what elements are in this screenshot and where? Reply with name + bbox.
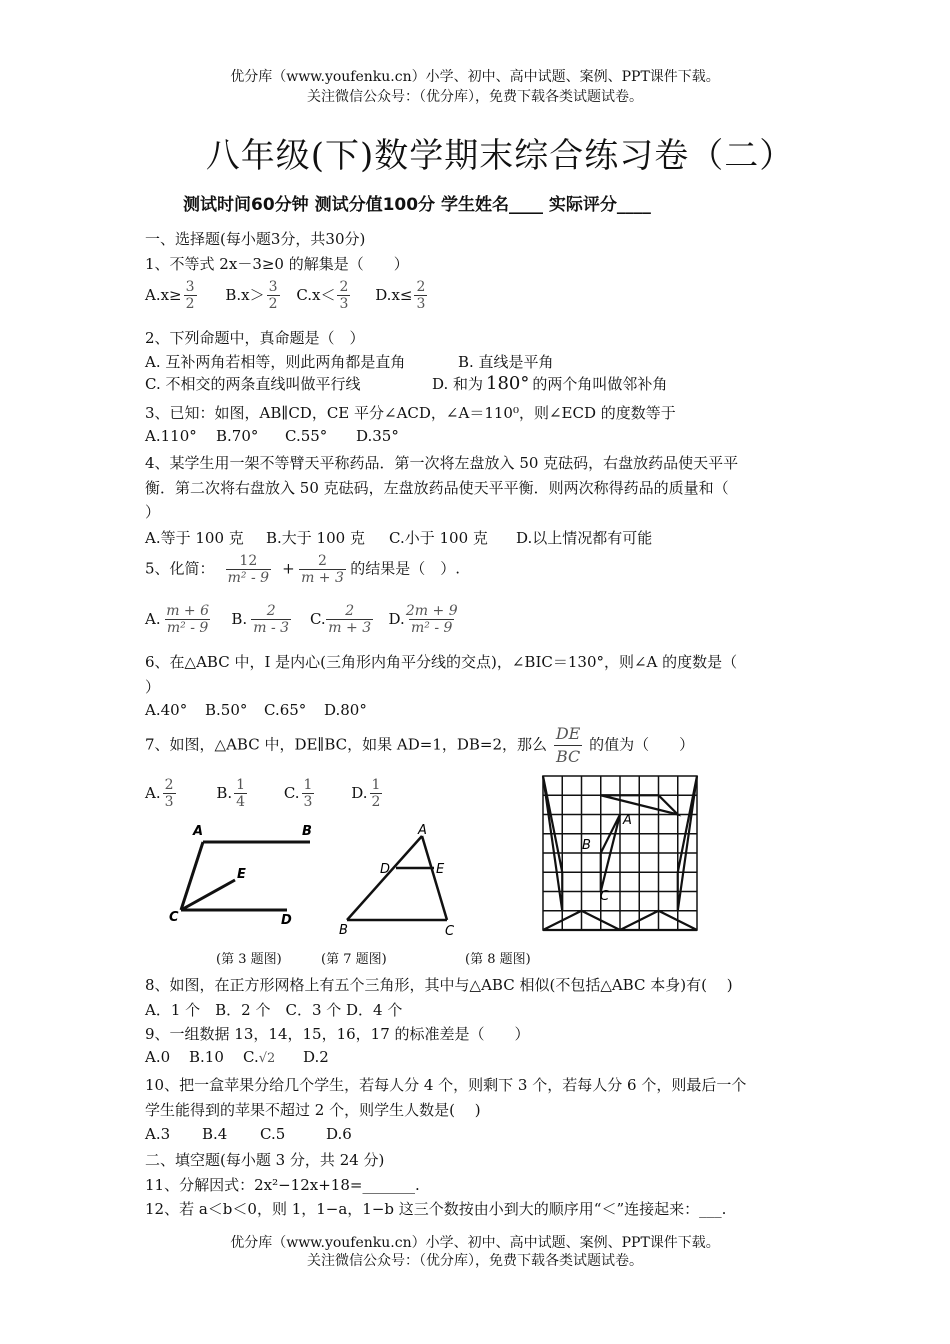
- q4-line-3: ）: [145, 503, 161, 521]
- figure-q3: [165, 818, 315, 928]
- q9-option-d: D.2: [303, 1048, 329, 1066]
- q2-option-c: C. 不相交的两条直线叫做平行线: [145, 375, 361, 393]
- q5-text: 5、化简： $\frac{12}{\text{m² - 9}}$ + $\frac{2}{m + 3}$ 的结果是（ ）.: [145, 553, 461, 586]
- page-title: 八年级(下)数学期末综合练习卷（二）: [205, 136, 795, 176]
- footer-line-2: 关注微信公众号：（优分库），免费下载各类试题试卷。: [307, 1253, 643, 1269]
- q5-options: [145, 603, 459, 636]
- figure-q8: [538, 772, 702, 936]
- q10-option-c: C.5: [260, 1125, 286, 1143]
- q10-option-b: B.4: [202, 1125, 228, 1143]
- fig7-label-d: D: [380, 862, 391, 877]
- q10-line-1: 10、把一盒苹果分给几个学生，若每人分 4 个，则剩下 3 个，若每人分 6 个，则最后一个: [145, 1076, 747, 1094]
- q6-option-a: A.40°: [145, 701, 188, 719]
- q3-option-b: B.70°: [216, 427, 259, 445]
- q8-options: A．1 个 B．2 个 C．3 个 D．4 个: [145, 1001, 403, 1019]
- q3-option-a: A.110°: [145, 427, 197, 445]
- q4-line-1: 4、某学生用一架不等臂天平称药品．第一次将左盘放入 50 克砝码，右盘放药品使天平平: [145, 454, 739, 472]
- q9-text: 9、一组数据 13，14，15，16，17 的标准差是（ ）: [145, 1025, 530, 1043]
- q1-text: 1、不等式 2x－3≥0 的解集是（ ）: [145, 255, 409, 273]
- q10-line-2: 学生能得到的苹果不超过 2 个，则学生人数是( ): [145, 1101, 481, 1119]
- q3-option-d: D.35°: [356, 427, 399, 445]
- q10-option-a: A.3: [145, 1125, 171, 1143]
- q7-option-a: A. $\frac{2}{3}$: [145, 777, 174, 810]
- fig7-label-e: E: [436, 862, 445, 877]
- q6-line-1: 6、在△ABC 中，I 是内心(三角形内角平分线的交点)，∠BIC＝130°，则∠A 的度数是（: [145, 653, 738, 671]
- fig3-label-d: D: [281, 913, 292, 928]
- fig3-caption: (第 3 题图): [216, 952, 282, 967]
- fig7-label-a: A: [418, 823, 427, 838]
- fig3-label-e: E: [237, 867, 246, 882]
- q3-option-c: C.55°: [285, 427, 328, 445]
- q2-option-b: B. 直线是平角: [458, 353, 554, 371]
- q9-option-c: C.√2: [243, 1048, 276, 1066]
- q12-text: 12、若 a＜b＜0，则 1，1−a，1−b 这三个数按由小到大的顺序用“＜”连接起来：___.: [145, 1200, 727, 1218]
- q2-option-a: A. 互补两角若相等，则此两角都是直角: [145, 353, 406, 371]
- fig8-caption: (第 8 题图): [465, 952, 531, 967]
- fig3-label-b: B: [302, 824, 312, 839]
- q7-option-c: C. $\frac{1}{3}$: [283, 777, 313, 810]
- footer-line-1: 优分库（www.youfenku.cn）小学、初中、高中试题、案例、PPT课件下载。: [230, 1235, 720, 1251]
- fig7-label-b: B: [339, 923, 348, 938]
- fig3-label-a: A: [193, 824, 204, 839]
- q7-option-b: B. $\frac{1}{4}$: [216, 777, 246, 810]
- q6-option-b: B.50°: [205, 701, 248, 719]
- q9-option-a: A.0: [145, 1048, 171, 1066]
- fig7-label-c: C: [445, 924, 455, 939]
- header-line-1: 优分库（www.youfenku.cn）小学、初中、高中试题、案例、PPT课件下载。: [230, 69, 720, 85]
- q5-option-c: C. $\frac{2}{m + 3}$: [309, 603, 372, 636]
- q7-option-d: D. $\frac{1}{2}$: [351, 777, 381, 810]
- fig8-label-c: C: [600, 889, 610, 904]
- q4-option-d: D.以上情况都有可能: [516, 529, 653, 547]
- q1-option-c: C.x＜ $\frac{2}{3}$: [296, 279, 349, 312]
- q10-option-d: D.6: [326, 1125, 352, 1143]
- fig8-label-a: A: [623, 813, 632, 828]
- q4-option-a: A.等于 100 克: [145, 529, 244, 547]
- exam-info: 测试时间60分钟 测试分值100分 学生姓名____ 实际评分____: [183, 195, 651, 215]
- q6-option-d: D.80°: [324, 701, 367, 719]
- q4-option-c: C.小于 100 克: [389, 529, 488, 547]
- q1-option-b: B.x＞ $\frac{3}{2}$: [225, 279, 278, 312]
- q6-line-2: ）: [145, 678, 161, 696]
- q2-option-d: D. 和为 180° 的两个角叫做邻补角: [432, 373, 668, 394]
- q6-option-c: C.65°: [264, 701, 307, 719]
- q3-text: 3、已知：如图，AB∥CD，CE 平分∠ACD，∠A＝110⁰，则∠ECD 的度数等于: [145, 404, 676, 422]
- q11-text: 11、分解因式：2x²−12x+18=_______.: [145, 1176, 420, 1194]
- section-1-heading: 一、选择题(每小题3分，共30分): [145, 230, 366, 248]
- fig8-label-b: B: [582, 838, 591, 853]
- q1-option-a: A.x≥ $\frac{3}{2}$: [145, 279, 195, 312]
- fig7-caption: (第 7 题图): [321, 952, 387, 967]
- q1-option-d: D.x≤ $\frac{2}{3}$: [375, 279, 426, 312]
- q2-text: 2、下列命题中，真命题是（ ）: [145, 329, 365, 347]
- q5-option-d: D. $\frac{2m + 9}{\text{m² - 9}}$: [388, 603, 458, 636]
- q7-text: 7、如图，△ABC 中，DE∥BC，如果 AD=1，DB=2，那么 $\frac{DE}{BC}$ 的值为（ ）: [145, 724, 695, 766]
- q9-option-b: B.10: [189, 1048, 224, 1066]
- figure-q7: [335, 822, 465, 942]
- q1-options: [145, 279, 429, 312]
- q5-option-b: B. $\frac{2}{m - 3}$: [231, 603, 290, 636]
- section-2-heading: 二、填空题(每小题 3 分，共 24 分): [145, 1151, 385, 1169]
- q4-option-b: B.大于 100 克: [266, 529, 365, 547]
- q5-option-a: A. $\frac{m + 6}{\text{m² - 9}}$: [145, 603, 210, 636]
- q8-text: 8、如图，在正方形网格上有五个三角形，其中与△ABC 相似(不包括△ABC 本身)有( ): [145, 976, 733, 994]
- q7-options: [145, 777, 384, 810]
- header-line-2: 关注微信公众号：（优分库），免费下载各类试题试卷。: [307, 89, 643, 105]
- q4-line-2: 衡．第二次将右盘放入 50 克砝码，左盘放药品使天平平衡．则两次称得药品的质量和（: [145, 479, 729, 497]
- fig3-label-c: C: [169, 910, 179, 925]
